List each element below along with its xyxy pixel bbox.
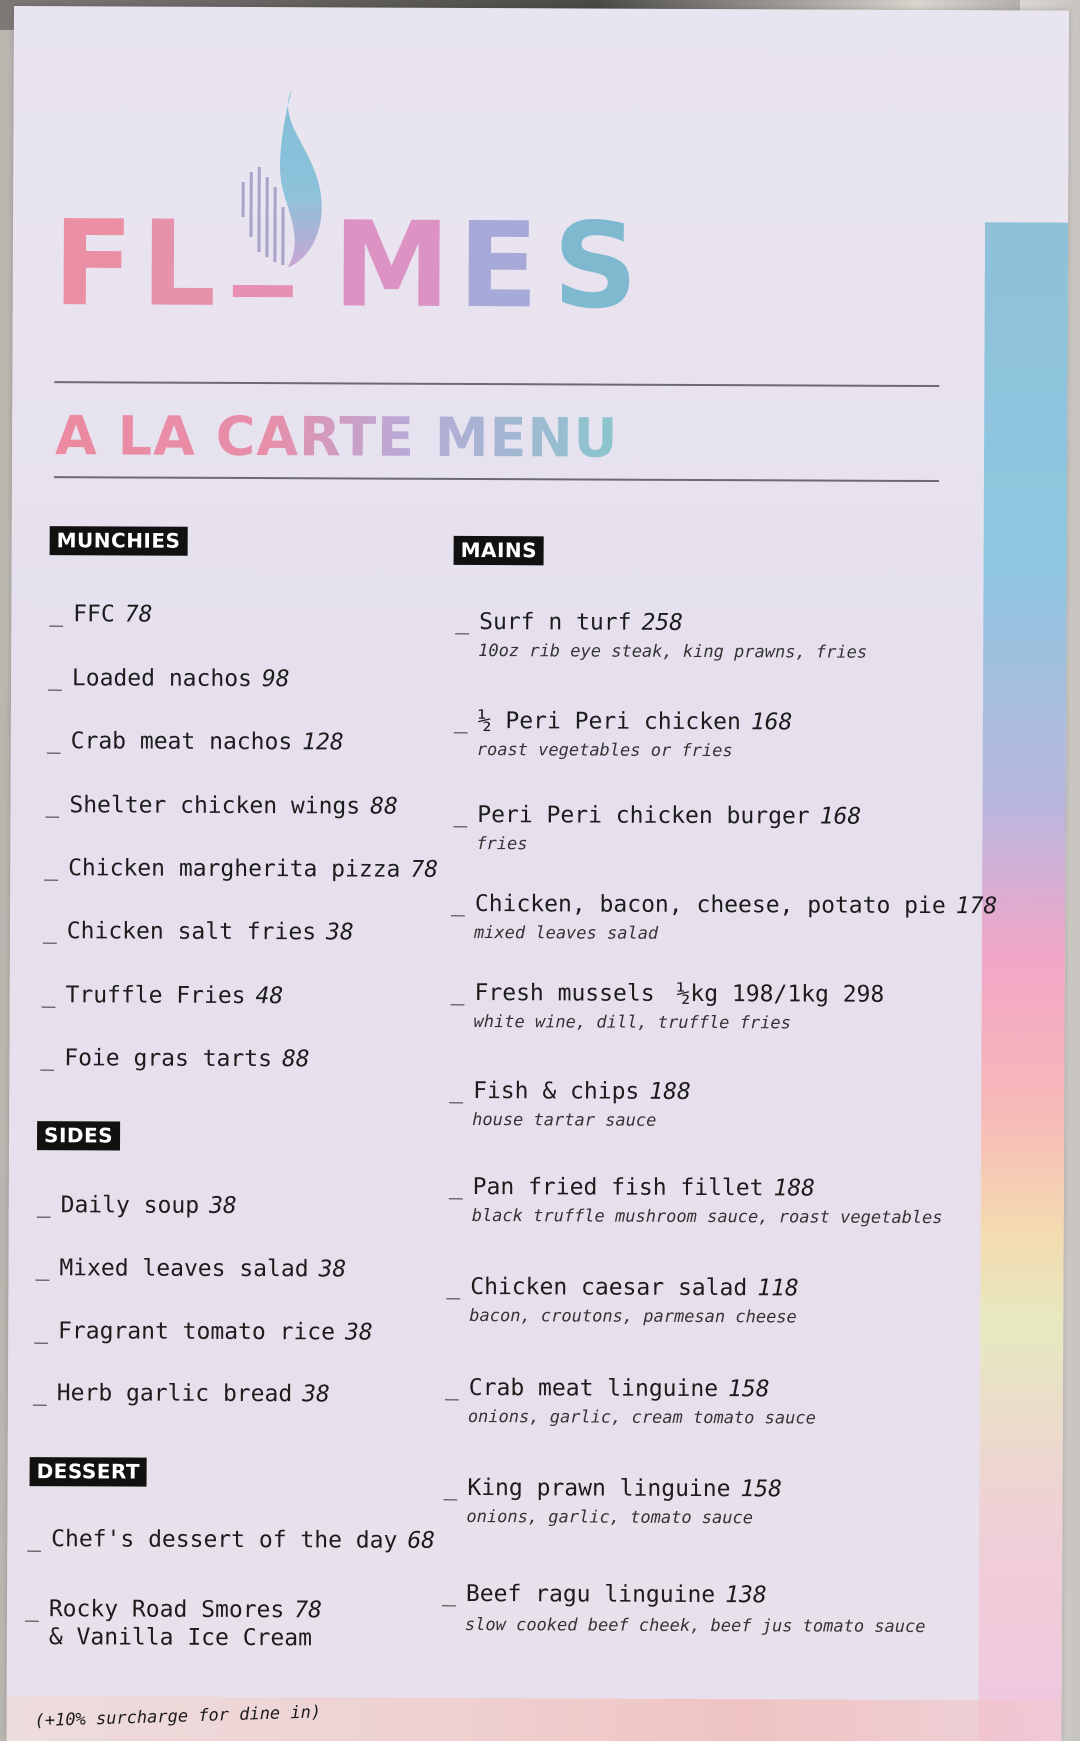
menu-item: _ Shelter chicken wings 88 [45, 792, 398, 820]
item-price: 78 [410, 856, 439, 883]
menu-item: _ Chicken caesar salad 118 [446, 1273, 799, 1302]
item-name: King prawn linguine [467, 1474, 731, 1503]
item-description: white wine, dill, truffle fries [473, 1012, 791, 1034]
menu-item: _ Surf n turf 258 [455, 608, 684, 636]
item-name: Chef's dessert of the day [51, 1526, 398, 1554]
item-price: 178 [955, 893, 998, 920]
item-description: mixed leaves salad [473, 923, 659, 944]
brand-letter-e: E [457, 195, 569, 335]
menu-item: _ ½ Peri Peri chicken 168 [453, 707, 793, 736]
item-name: Loaded nachos [71, 665, 252, 693]
item-name: Fragrant tomato rice [58, 1318, 336, 1346]
item-price: 258 [641, 609, 684, 636]
item-price: 188 [773, 1175, 816, 1202]
item-name: Surf n turf [479, 609, 632, 636]
item-price: 38 [344, 1319, 373, 1346]
item-price: 88 [370, 793, 398, 820]
brand-letter-m: M [332, 195, 481, 335]
item-price: 38 [209, 1192, 237, 1219]
item-price: 128 [302, 729, 344, 756]
menu-item: _ Herb garlic bread 38 [32, 1380, 330, 1408]
item-name: Crab meat nachos [70, 728, 293, 756]
item-name: Pan fried fish fillet [472, 1174, 764, 1202]
menu-item: _ Daily soup 38 [36, 1192, 237, 1219]
item-description: fries [476, 834, 528, 855]
item-name: Chicken caesar salad [470, 1274, 748, 1302]
item-price: 158 [728, 1376, 770, 1403]
menu-item: _ Truffle Fries 48 [41, 982, 284, 1010]
flame-icon [233, 87, 344, 307]
item-price: 38 [302, 1381, 330, 1408]
item-name: Shelter chicken wings [69, 792, 361, 820]
item-description: onions, garlic, cream tomato sauce [467, 1406, 816, 1429]
menu-item: _ Loaded nachos 98 [48, 665, 290, 693]
item-price: 188 [649, 1078, 691, 1105]
menu-item: _ Chicken salt fries 38 [42, 918, 354, 946]
item-description: 10oz rib eye steak, king prawns, fries [478, 641, 868, 663]
item-description: slow cooked beef cheek, beef jus tomato sauce [464, 1614, 926, 1637]
item-name: Peri Peri chicken burger [477, 802, 810, 830]
item-name: Chicken margherita pizza [68, 855, 401, 883]
menu-item: _ Mixed leaves salad 38 [35, 1255, 347, 1283]
item-description: onions, garlic, tomato sauce [466, 1506, 754, 1529]
flames-logo [52, 86, 669, 335]
brand-letter-s: S [552, 196, 669, 335]
menu-card [6, 6, 1069, 1741]
menu-item: _ FFC 78 [49, 601, 153, 628]
dessert-label: DESSERT [30, 1457, 148, 1487]
menu-item: _ Fresh mussels ½kg 198/1kg 298 [450, 979, 885, 1008]
menu-title: A LA CARTE MENU [54, 404, 619, 470]
item-price: 98 [261, 666, 290, 693]
item-price: 138 [725, 1582, 767, 1609]
item-description: house tartar sauce [472, 1110, 657, 1131]
item-price: 38 [318, 1256, 347, 1283]
surcharge-note: (+10% surcharge for dine in) [34, 1702, 322, 1732]
item-name: Mixed leaves salad [59, 1255, 309, 1283]
menu-item: _ Pan fried fish fillet 188 [448, 1173, 816, 1202]
mains-label: MAINS [454, 536, 545, 565]
item-name: Fish & chips [473, 1078, 640, 1105]
menu-item-line2: & Vanilla Ice Cream [48, 1624, 313, 1652]
item-price: 118 [757, 1275, 799, 1302]
menu-item: _ Crab meat linguine 158 [444, 1374, 770, 1403]
item-price: 78 [124, 601, 153, 628]
brand-letter-f: F [52, 194, 164, 333]
item-name: Herb garlic bread [56, 1380, 293, 1408]
sides-label: SIDES [37, 1121, 120, 1150]
menu-item: _ Chicken margherita pizza 78 [44, 855, 439, 883]
menu-item: _ Beef ragu linguine 138 [442, 1580, 767, 1609]
item-price: ½kg 198/1kg 298 [676, 980, 885, 1008]
item-name: ½ Peri Peri chicken [477, 708, 741, 736]
item-name: Rocky Road Smores [48, 1596, 285, 1624]
menu-item: _ Chef's dessert of the day 68 [27, 1526, 436, 1554]
item-name: Foie gras tarts [64, 1045, 273, 1073]
menu-item: _ Chicken, bacon, cheese, potato pie 178 [451, 890, 998, 920]
item-price: 38 [326, 919, 354, 946]
menu-item: _ Foie gras tarts 88 [40, 1045, 310, 1073]
menu-item: _ King prawn linguine 158 [443, 1474, 783, 1503]
item-description: roast vegetables or fries [476, 740, 733, 762]
title-rule-top [54, 381, 939, 387]
item-name: Fresh mussels [474, 980, 655, 1007]
item-description: black truffle mushroom sauce, roast vegetables [471, 1206, 943, 1229]
item-price: 78 [294, 1597, 323, 1624]
item-name: Chicken, bacon, cheese, potato pie [474, 891, 946, 920]
menu-item: _ Fish & chips 188 [449, 1077, 691, 1105]
item-name: Beef ragu linguine [465, 1580, 716, 1609]
menu-item: _ Rocky Road Smores 78 [24, 1596, 323, 1624]
menu-item: _ Crab meat nachos 128 [46, 728, 344, 756]
rainbow-edge-stripe [978, 222, 1069, 1741]
item-description: bacon, croutons, parmesan cheese [469, 1305, 797, 1328]
item-price: 68 [407, 1527, 436, 1554]
item-price: 48 [255, 983, 284, 1010]
item-price: 88 [281, 1046, 310, 1073]
item-price: 168 [750, 709, 793, 736]
menu-item: _ Fragrant tomato rice 38 [34, 1318, 373, 1346]
item-price: 168 [819, 803, 862, 830]
item-name: FFC [73, 601, 115, 628]
item-name: Chicken salt fries [66, 918, 317, 946]
item-name: Daily soup [60, 1192, 200, 1219]
munchies-label: MUNCHIES [50, 526, 188, 556]
item-name: Truffle Fries [65, 982, 246, 1010]
item-price: 158 [740, 1476, 783, 1503]
item-name: Crab meat linguine [468, 1374, 719, 1403]
title-rule-bottom [54, 476, 939, 482]
menu-item: _ Peri Peri chicken burger 168 [453, 801, 862, 830]
brand-letter-l: L [140, 194, 247, 334]
